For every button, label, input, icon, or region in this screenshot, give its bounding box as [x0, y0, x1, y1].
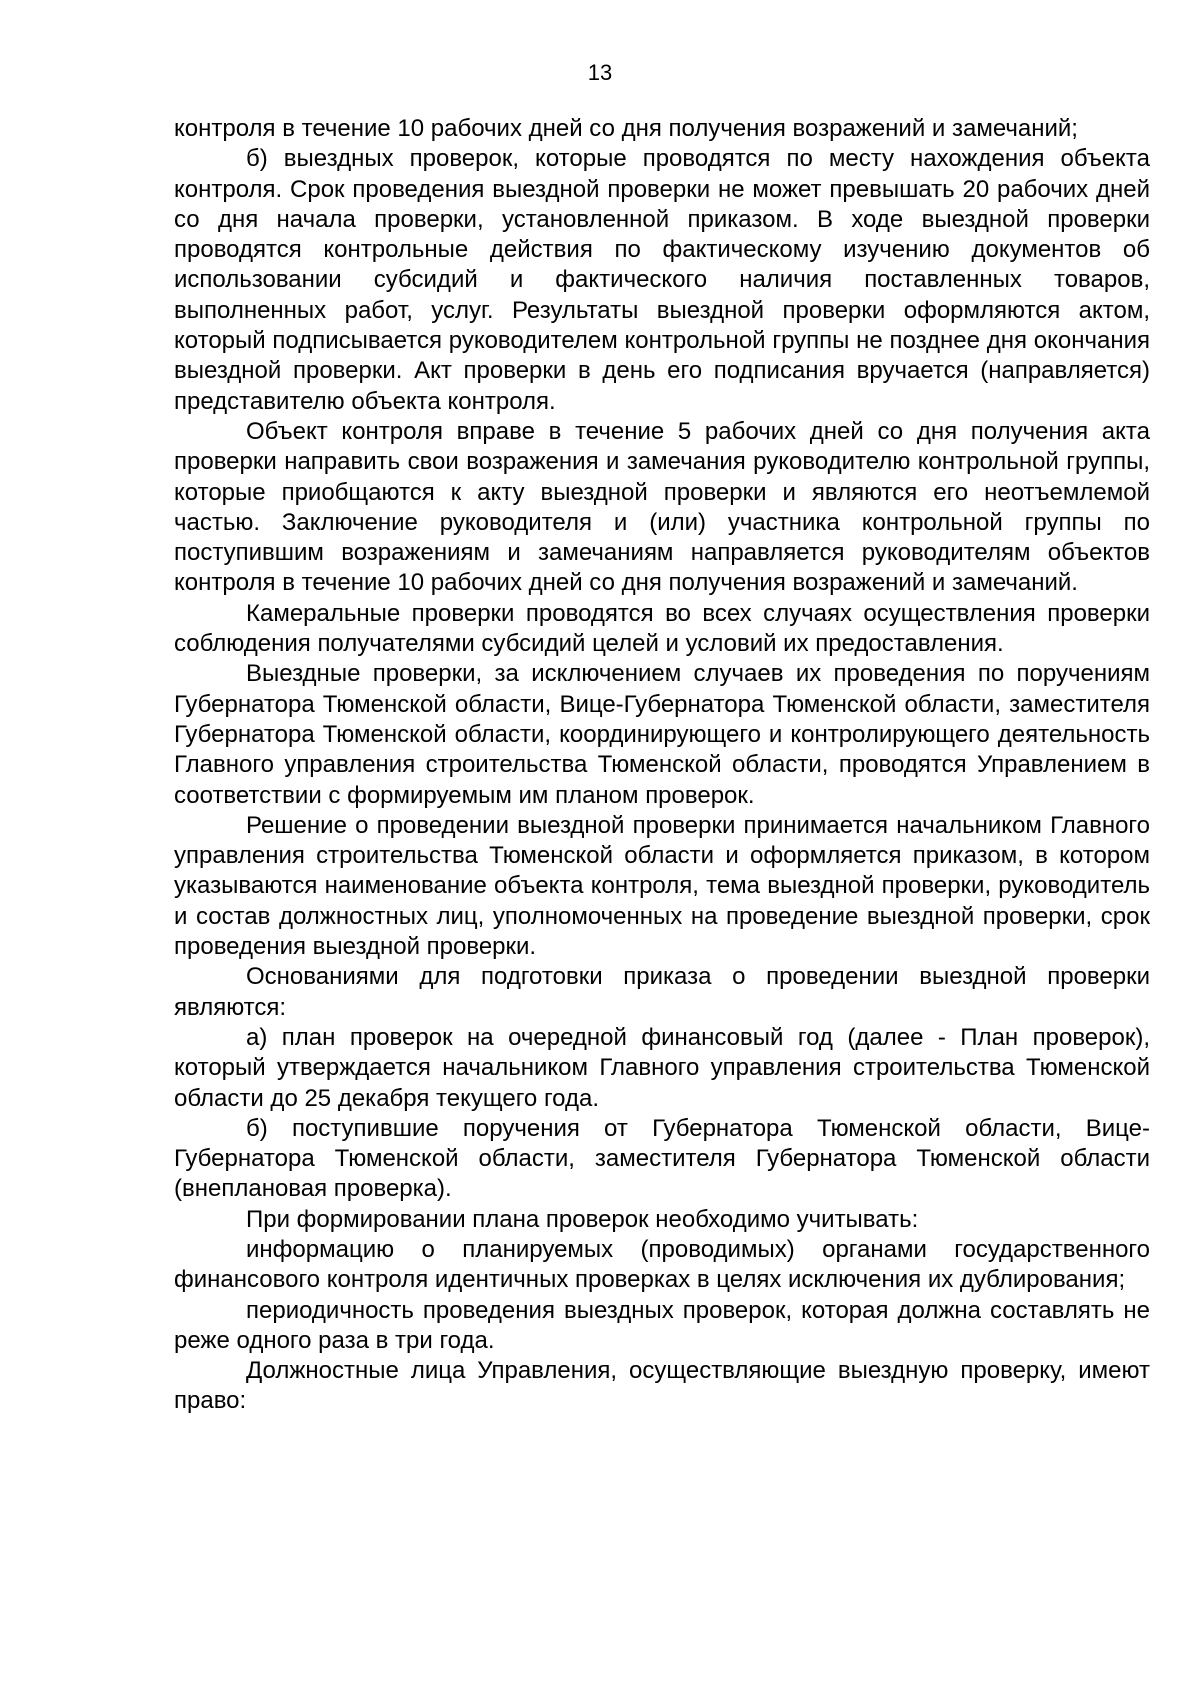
paragraph-1: контроля в течение 10 рабочих дней со дня получения возражений и замечаний;	[174, 115, 1078, 142]
paragraph-3: Объект контроля вправе в течение 5 рабочих дней со дня получения акта проверки направить свои возражения и замечания руководителю контрольной группы, которые приобщаются к акту выездной проверки и являются его неотъемлемой частью. Заключение руководителя и (или) участника контрольной группы по поступившим возражениям и замечаниям направляется руководителям объектов контроля в течение 10 рабочих дней со дня получения возражений и замечаний.	[174, 417, 1150, 597]
paragraph-2: б) выездных проверок, которые проводятся по месту нахождения объекта контроля. Срок проведения выездной проверки не может превышать 20 рабочих дней со дня начала проверки, установленной приказом. В ходе выездной проверки проводятся контрольные действия по фактическому изучению документов об использовании субсидий и фактического наличия поставленных товаров, выполненных работ, услуг. Результаты выездной проверки оформляются актом, который подписывается руководителем контрольной группы не позднее дня окончания выездной проверки. Акт проверки в день его подписания вручается (направляется) представителю объекта контроля.	[174, 145, 1150, 415]
paragraph-6: Решение о проведении выездной проверки принимается начальником Главного управления строительства Тюменской области и оформляется приказом, в котором указываются наименование объекта контроля, тема выездной проверки, руководитель и состав должностных лиц, уполномоченных на проведение выездной проверки, срок проведения выездной проверки.	[174, 811, 1150, 961]
page-number: 13	[587, 60, 613, 85]
paragraph-7: Основаниями для подготовки приказа о проведении выездной проверки являются:	[174, 963, 1150, 1021]
paragraph-8: а) план проверок на очередной финансовый год (далее - План проверок), который утверждается начальником Главного управления строительства Тюменской области до 25 декабря текущего года.	[174, 1023, 1150, 1112]
paragraph-5: Выездные проверки, за исключением случаев их проведения по поручениям Губернатора Тюменской области, Вице-Губернатора Тюменской области, заместителя Губернатора Тюменской области, координирующего и контролирующего деятельность Главного управления строительства Тюменской области, проводятся Управлением в соответствии с формируемым им планом проверок.	[174, 660, 1150, 809]
document-body	[174, 114, 1150, 1417]
paragraph-9: б) поступившие поручения от Губернатора Тюменской области, Вице-Губернатора Тюменской области, заместителя Губернатора Тюменской области (внеплановая проверка).	[174, 1114, 1150, 1203]
paragraph-12: периодичность проведения выездных проверок, которая должна составлять не реже одного раза в три года.	[174, 1296, 1150, 1354]
paragraph-10: При формировании плана проверок необходимо учитывать:	[246, 1205, 919, 1233]
paragraph-4: Камеральные проверки проводятся во всех случаях осуществления проверки соблюдения получателями субсидий целей и условий их предоставления.	[174, 599, 1150, 658]
paragraph-11: информацию о планируемых (проводимых) органами государственного финансового контроля идентичных проверках в целях исключения их дублирования;	[174, 1235, 1150, 1294]
paragraph-13: Должностные лица Управления, осуществляющие выездную проверку, имеют право:	[174, 1357, 1150, 1415]
